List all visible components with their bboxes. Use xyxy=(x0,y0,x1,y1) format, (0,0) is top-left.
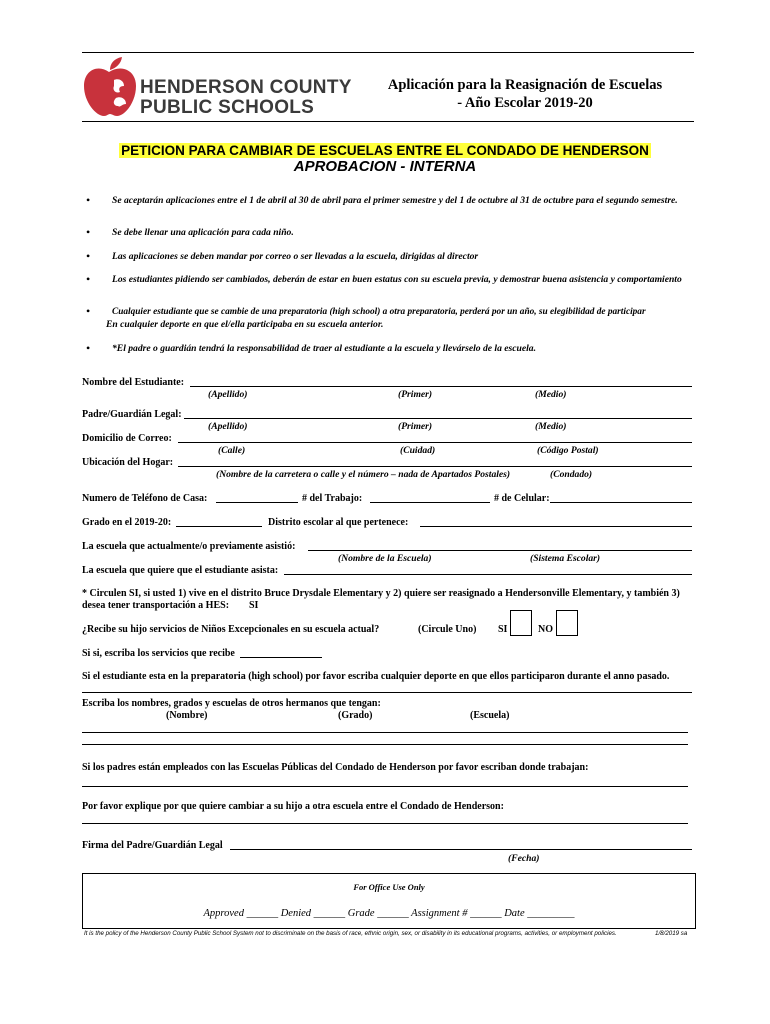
mail-label: Domicilio de Correo: xyxy=(82,433,172,444)
sub-postal: (Código Postal) xyxy=(537,445,599,456)
employed-field[interactable] xyxy=(82,786,688,787)
ec-no-label: NO xyxy=(538,624,553,635)
sub-cuidad: (Cuidad) xyxy=(400,445,436,456)
circle-one-label: (Circule Uno) xyxy=(418,624,477,635)
wanted-school-field[interactable] xyxy=(284,574,692,575)
parent-field[interactable] xyxy=(184,418,692,419)
bullet-icon: • xyxy=(86,272,91,286)
hes-line1: * Circulen SI, si usted 1) vive en el distrito Bruce Drysdale Elementary y 2) quiere ser reasignado a Hendersonville Elementary, y también 3) xyxy=(82,588,680,599)
logo-line2: PUBLIC SCHOOLS xyxy=(140,97,315,118)
sub-apellido: (Apellido) xyxy=(208,389,248,400)
apple-logo-icon xyxy=(80,56,138,118)
ec-si-checkbox[interactable] xyxy=(510,610,532,636)
explain-field[interactable] xyxy=(82,823,688,824)
wanted-school-label: La escuela que quiere que el estudiante asista: xyxy=(82,565,279,576)
office-use-line: Approved ______ Denied ______ Grade ______ Assignment # ______ Date _________ xyxy=(203,908,575,919)
bullet-icon: • xyxy=(86,225,91,239)
siblings-label: Escriba los nombres, grados y escuelas de otros hermanos que tengan: xyxy=(82,698,381,709)
ec-si-label: SI xyxy=(498,624,508,635)
bullet-icon: • xyxy=(86,341,91,355)
bullet-icon: • xyxy=(86,193,91,207)
current-school-label: La escuela que actualmente/o previamente asistió: xyxy=(82,541,296,552)
sub-medio: (Medio) xyxy=(535,389,567,400)
home-label: Ubicación del Hogar: xyxy=(82,457,174,468)
title-line2: - Año Escolar 2019-20 xyxy=(457,95,593,111)
page-subheading: APROBACION - INTERNA xyxy=(293,158,477,175)
hes-line2: desea tener transportación a HES: xyxy=(82,600,230,611)
phone-cell-field[interactable] xyxy=(550,502,692,503)
sub-apellido: (Apellido) xyxy=(208,421,248,432)
bullet-icon: • xyxy=(86,304,91,318)
header-bottom-rule xyxy=(82,121,694,122)
current-school-field[interactable] xyxy=(308,550,692,551)
logo-line1: HENDERSON COUNTY xyxy=(140,77,352,98)
footer-date: 1/8/2019 sa xyxy=(655,930,688,937)
sub-fecha: (Fecha) xyxy=(508,853,540,864)
bullet-text: Las aplicaciones se deben mandar por correo o ser llevadas a la escuela, dirigidas al director xyxy=(112,251,479,262)
grade-label: Grado en el 2019-20: xyxy=(82,517,172,528)
mail-field[interactable] xyxy=(178,442,692,443)
district-label: Distrito escolar al que pertenece: xyxy=(268,517,409,528)
explain-label: Por favor explique por que quiere cambiar a su hijo a otra escuela entre el Condado de Henderson: xyxy=(82,801,504,812)
phone-home-label: Numero de Teléfono de Casa: xyxy=(82,493,208,504)
sport-label: Si el estudiante esta en la preparatoria (high school) por favor escriba cualquier deporte en que ellos participaron durante el anno pasado. xyxy=(82,671,670,682)
hes-si-option[interactable]: SI xyxy=(249,600,259,611)
sport-field[interactable] xyxy=(82,692,692,693)
sub-school-system: (Sistema Escolar) xyxy=(530,553,601,564)
phone-work-label: # del Trabajo: xyxy=(302,493,363,504)
bullet-text: Se aceptarán aplicaciones entre el 1 de abril al 30 de abril para el primer semestre y del 1 de octubre al 31 de octubre para el segundo semestre. xyxy=(112,195,678,206)
title-line1: Aplicación para la Reasignación de Escuelas xyxy=(387,77,663,93)
employed-label: Si los padres están empleados con las Escuelas Públicas del Condado de Henderson por favor escriban donde trabajan: xyxy=(82,762,589,773)
siblings-field-2[interactable] xyxy=(82,744,688,745)
page-heading: PETICION PARA CAMBIAR DE ESCUELAS ENTRE EL CONDADO DE HENDERSON xyxy=(121,143,649,158)
sub-road: (Nombre de la carretera o calle y el número – nada de Apartados Postales) xyxy=(216,469,511,480)
student-name-label: Nombre del Estudiante: xyxy=(82,377,185,388)
signature-label: Firma del Padre/Guardián Legal xyxy=(82,840,223,851)
grade-field[interactable] xyxy=(176,526,262,527)
signature-field[interactable] xyxy=(230,849,692,850)
ec-no-checkbox[interactable] xyxy=(556,610,578,636)
sub-grado: (Grado) xyxy=(338,710,373,721)
sub-calle: (Calle) xyxy=(218,445,246,456)
bullet-icon: • xyxy=(86,249,91,263)
home-field[interactable] xyxy=(178,466,692,467)
services-label: Si si, escriba los servicios que recibe xyxy=(82,648,235,659)
bullet-text: *El padre o guardián tendrá la responsabilidad de traer al estudiante a la escuela y llevárselo de la escuela. xyxy=(112,343,536,354)
bullet-text: Cualquier estudiante que se cambie de una preparatoria (high school) a otra preparatoria, perderá por un año, su elegibilidad de participar xyxy=(112,307,646,317)
phone-work-field[interactable] xyxy=(370,502,490,503)
office-use-title: For Office Use Only xyxy=(353,882,425,892)
bullet-text: Se debe llenar una aplicación para cada niño. xyxy=(112,227,294,238)
header-top-rule xyxy=(82,52,694,53)
student-name-field[interactable] xyxy=(190,386,692,387)
sub-primer: (Primer) xyxy=(398,421,433,432)
sub-medio: (Medio) xyxy=(535,421,567,432)
sub-nombre: (Nombre) xyxy=(166,710,208,721)
footer-policy: It is the policy of the Henderson County Public School System not to discriminate on the basis of race, ethnic origin, sex, or disability in its educational programs, activities, or employment policies. xyxy=(84,930,617,937)
parent-label: Padre/Guardián Legal: xyxy=(82,409,182,420)
sub-condado: (Condado) xyxy=(550,469,593,480)
office-use-box xyxy=(82,873,696,929)
sub-escuela: (Escuela) xyxy=(470,710,510,721)
ec-question-label: ¿Recibe su hijo servicios de Niños Excepcionales en su escuela actual? xyxy=(82,624,380,635)
sub-school-name: (Nombre de la Escuela) xyxy=(338,553,432,564)
sub-primer: (Primer) xyxy=(398,389,433,400)
services-field[interactable] xyxy=(240,657,322,658)
bullet-text: Los estudiantes pidiendo ser cambiados, deberán de estar en buen estatus con su escuela previa, y demostrar buena asistencia y comportamiento xyxy=(112,274,682,285)
phone-home-field[interactable] xyxy=(216,502,298,503)
phone-cell-label: # de Celular: xyxy=(494,493,550,504)
siblings-field-1[interactable] xyxy=(82,732,688,733)
district-field[interactable] xyxy=(420,526,692,527)
bullet-text-cont: En cualquier deporte en que el/ella participaba en su escuela anterior. xyxy=(106,319,384,330)
